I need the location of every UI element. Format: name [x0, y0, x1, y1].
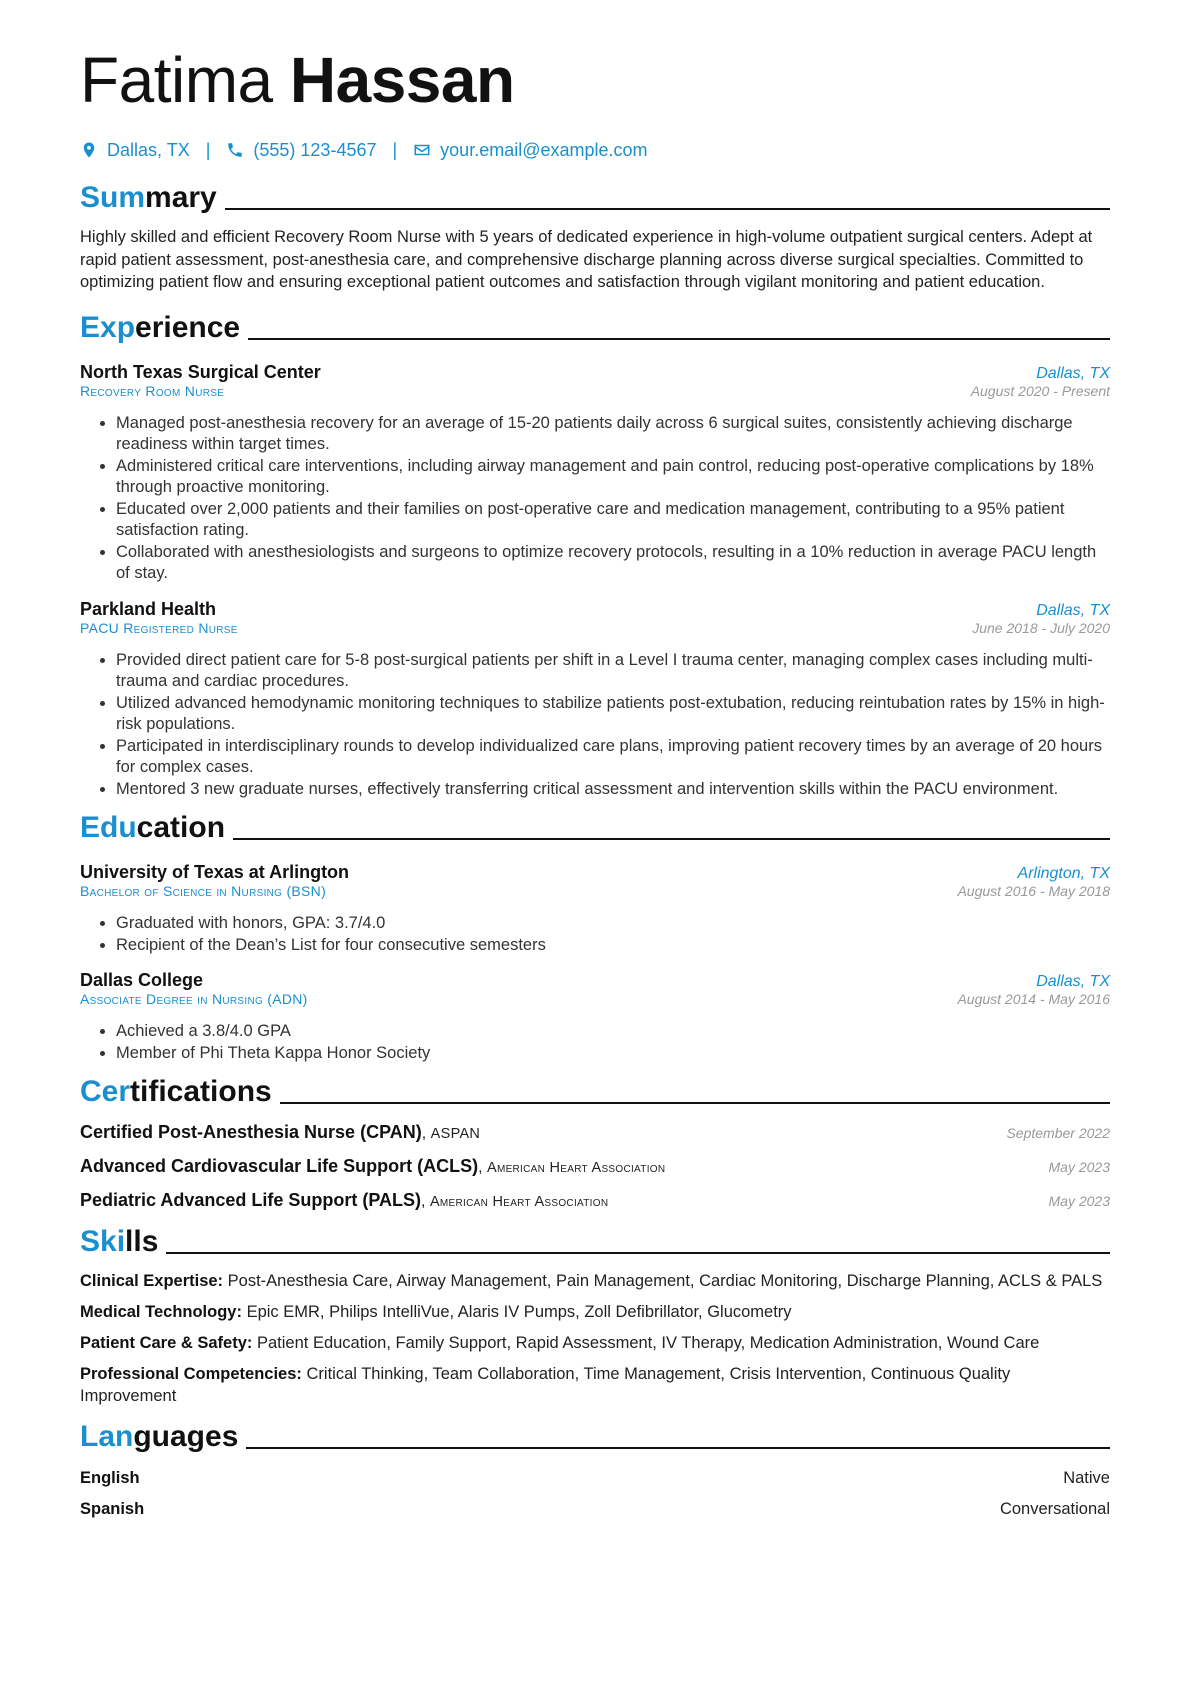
bullet-item: • Mentored 3 new graduate nurses, effectively transferring critical assessment and intervention skills within the PACU environment. — [116, 779, 1110, 801]
skills-heading — [80, 1224, 1110, 1260]
skill-value: Post-Anesthesia Care, Airway Management, Pain Management, Cardiac Monitoring, Discharge Planning, ACLS & PALS — [227, 1272, 1103, 1290]
bullet-list — [80, 913, 1110, 956]
bullet-item: • Collaborated with anesthesiologists and surgeons to optimize recovery protocols, resulting in a 10% reduction in average PACU length of stay. — [116, 542, 1110, 585]
certification-issuer: ASPAN — [430, 1126, 481, 1142]
language-level: Conversational — [999, 1500, 1110, 1518]
contact-separator: | — [392, 140, 398, 160]
school-location: Arlington, TX — [1017, 865, 1110, 882]
employer-name: Parkland Health — [80, 598, 217, 619]
bullet-item: • Member of Phi Theta Kappa Honor Society — [116, 1043, 1110, 1065]
skill-row — [80, 1270, 1110, 1292]
certification-date: May 2023 — [1048, 1193, 1110, 1209]
skill-row — [80, 1301, 1110, 1323]
experience-entry — [80, 599, 1110, 801]
phone-icon — [226, 141, 244, 159]
certification-date: May 2023 — [1048, 1159, 1110, 1175]
contact-phone[interactable] — [226, 138, 376, 162]
skill-label: Patient Care & Safety: — [80, 1334, 253, 1352]
candidate-name — [80, 0, 1110, 116]
job-title: PACU Registered Nurse — [80, 619, 238, 636]
language-name: Spanish — [80, 1500, 145, 1518]
summary-text: Highly skilled and efficient Recovery Room Nurse with 5 years of dedicated experience in high-volume outpatient surgical centers. Adept at rapid patient assessment, post-anesthesia care, and comprehensive discharge planning across diverse surgical specialties. Committed to optimizing patient flow and ensuring exceptional patient outcomes and satisfaction through vigilant monitoring and patient education. — [80, 228, 1093, 291]
language-name: English — [80, 1469, 140, 1487]
bullet-list — [80, 650, 1110, 801]
experience-heading — [80, 310, 1110, 346]
phone-text: (555) 123-4567 — [253, 140, 377, 160]
language-level: Native — [1063, 1469, 1110, 1487]
envelope-icon — [413, 141, 431, 159]
section-divider — [280, 1102, 1110, 1104]
section-title: Experience — [80, 310, 241, 344]
map-pin-icon — [80, 141, 98, 159]
employer-location: Dallas, TX — [1036, 364, 1110, 382]
bullet-list — [80, 413, 1110, 585]
section-title: Summary — [80, 181, 217, 214]
section-divider — [166, 1252, 1110, 1254]
certification-date: September 2022 — [1006, 1125, 1110, 1141]
bullet-item: • Managed post-anesthesia recovery for an average of 15-20 patients daily across 6 surgical suites, consistently achieving discharge readiness within target times. — [116, 413, 1110, 456]
job-dates: June 2018 - July 2020 — [972, 619, 1110, 636]
certification-issuer: American Heart Association — [429, 1194, 609, 1210]
job-dates: August 2020 - Present — [970, 382, 1110, 399]
section-divider — [248, 338, 1110, 340]
bullet-item: • Participated in interdisciplinary rounds to develop individualized care plans, improving patient recovery times by an average of 20 hours for complex cases. — [116, 736, 1110, 779]
language-item — [80, 1467, 1110, 1489]
degree-title: Bachelor of Science in Nursing (BSN) — [80, 883, 327, 899]
skill-row — [80, 1332, 1110, 1354]
skill-label: Clinical Expertise: — [80, 1272, 224, 1290]
bullet-item: • Graduated with honors, GPA: 3.7/4.0 — [116, 913, 1110, 935]
skill-value: Patient Education, Family Support, Rapid Assessment, IV Therapy, Medication Administration, Wound Care — [256, 1334, 1040, 1352]
certification-name: Pediatric Advanced Life Support (PALS) — [80, 1190, 422, 1210]
bullet-item: • Provided direct patient care for 5-8 post-surgical patients per shift in a Level I trauma center, managing complex cases including multi-trauma and cardiac procedures. — [116, 650, 1110, 693]
contact-line — [80, 138, 1110, 162]
certification-item: Certified Post-Anesthesia Nurse (CPAN), ASPAN September 2022 — [80, 1122, 1110, 1142]
section-divider — [225, 208, 1110, 210]
last-name: Hassan — [289, 44, 515, 116]
certification-name: Certified Post-Anesthesia Nurse (CPAN) — [80, 1122, 422, 1142]
section-divider — [246, 1447, 1110, 1449]
contact-email[interactable] — [413, 138, 647, 162]
language-item — [80, 1498, 1110, 1520]
skill-label: Medical Technology: — [80, 1303, 242, 1321]
bullet-list — [80, 1021, 1110, 1064]
contact-location — [80, 138, 190, 162]
section-divider — [233, 838, 1110, 840]
employer-name: North Texas Surgical Center — [80, 361, 321, 382]
skill-value: Epic EMR, Philips IntelliVue, Alaris IV Pumps, Zoll Defibrillator, Glucometry — [246, 1303, 792, 1321]
school-location: Dallas, TX — [1036, 973, 1110, 990]
education-heading — [80, 810, 1110, 846]
section-title: Skills — [80, 1225, 159, 1258]
school-name: University of Texas at Arlington — [80, 862, 350, 882]
languages-heading — [80, 1419, 1110, 1455]
certifications-heading — [80, 1074, 1110, 1110]
certification-item: Pediatric Advanced Life Support (PALS), American Heart Association May 2023 — [80, 1190, 1110, 1210]
bullet-item: • Achieved a 3.8/4.0 GPA — [116, 1021, 1110, 1043]
employer-location: Dallas, TX — [1036, 601, 1110, 619]
experience-entry — [80, 362, 1110, 585]
email-text: your.email@example.com — [440, 140, 648, 160]
education-entry — [80, 970, 1110, 1064]
section-title: Certifications — [80, 1075, 272, 1108]
education-entry — [80, 862, 1110, 956]
bullet-item: • Recipient of the Dean’s List for four consecutive semesters — [116, 935, 1110, 957]
certification-issuer: American Heart Association — [486, 1160, 666, 1176]
bullet-item: • Utilized advanced hemodynamic monitoring techniques to stabilize patients post-extubation, reducing reintubation rates by 15% in high-risk populations. — [116, 693, 1110, 736]
degree-dates: August 2014 - May 2016 — [957, 991, 1110, 1007]
certification-name: Advanced Cardiovascular Life Support (ACLS) — [80, 1156, 479, 1176]
skill-value: Critical Thinking, Team Collaboration, Time Management, Crisis Intervention, Continuous Quality Improvement — [80, 1365, 1011, 1405]
section-title: Languages — [80, 1420, 239, 1453]
contact-separator: | — [205, 140, 211, 160]
location-text: Dallas, TX — [107, 140, 190, 160]
summary-heading — [80, 180, 1110, 216]
job-title: Recovery Room Nurse — [80, 382, 225, 399]
certification-item: Advanced Cardiovascular Life Support (ACLS), American Heart Association May 2023 — [80, 1156, 1110, 1176]
first-name: Fatima — [80, 44, 273, 116]
degree-title: Associate Degree in Nursing (ADN) — [80, 991, 308, 1007]
bullet-item: • Educated over 2,000 patients and their families on post-operative care and medication management, contributing to a 95% patient satisfaction rating. — [116, 499, 1110, 542]
skill-label: Professional Competencies: — [80, 1365, 302, 1383]
school-name: Dallas College — [80, 970, 204, 990]
bullet-item: • Administered critical care interventions, including airway management and pain control, reducing post-operative complications by 18% through proactive monitoring. — [116, 456, 1110, 499]
degree-dates: August 2016 - May 2018 — [957, 883, 1110, 899]
section-title: Education — [80, 811, 226, 844]
skill-row — [80, 1363, 1110, 1407]
